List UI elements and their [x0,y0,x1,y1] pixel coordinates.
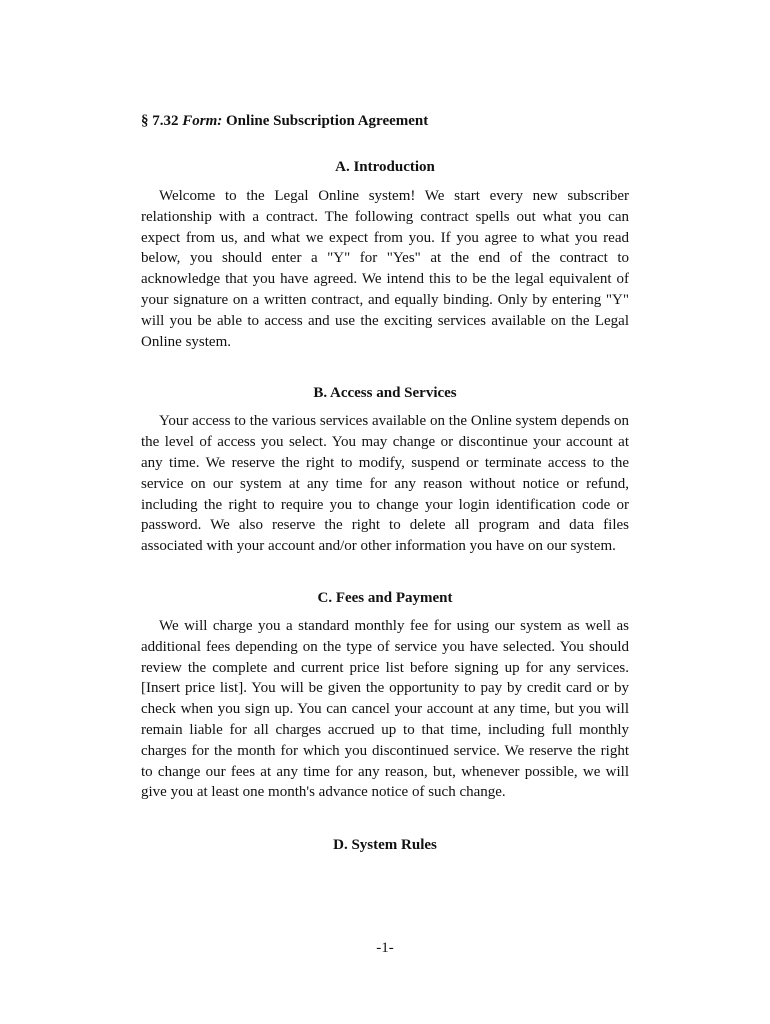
document-title [141,110,629,132]
section-heading-fees-and-payment: C. Fees and Payment [317,589,453,606]
page-number: -1- [376,940,394,956]
title-text: Online Subscription Agreement [226,113,429,129]
document-page [141,110,629,856]
section-paragraph-access-and-services: Your access to the various services available on the Online system depends on the level of access you select. You may change or discontinue your account at any time. We reserve the right to modify, suspend or terminate access to the service on our system at any time for any reason without notice or refund, including the right to require you to change your login identification code or password. We also reserve the right to delete all program and data files associated with your account and/or other information you have on our system. [141,413,629,555]
section-paragraph-introduction: Welcome to the Legal Online system! We start every new subscriber relationship with a contract. The following contract spells out what you can expect from us, and what we expect from you. If you agree to what you read below, you should enter a "Y" for "Yes" at the end of the contract to acknowledge that you have agreed. We intend this to be the legal equivalent of your signature on a written contract, and equally binding. Only by entering "Y" will you be able to access and use the exciting services available on the Legal Online system. [141,188,629,350]
section-paragraph-fees-and-payment: We will charge you a standard monthly fee for using our system as well as additional fees depending on the type of service you have selected. You should review the complete and current price list before signing up for any services. [Insert price list]. You will be given the opportunity to pay by credit card or by check when you sign up. You can cancel your account at any time, but you will remain liable for all charges accrued up to that time, including full monthly charges for the month for which you discontinued service. We reserve the right to change our fees at any time for any reason, but, whenever possible, we will give you at least one month's advance notice of such change. [141,617,629,801]
section-heading-introduction: A. Introduction [335,159,435,175]
section-heading-access-and-services: B. Access and Services [313,385,457,402]
section-number: § 7.32 [141,113,179,129]
form-label: Form: [182,113,223,129]
section-heading-system-rules: D. System Rules [333,837,437,854]
